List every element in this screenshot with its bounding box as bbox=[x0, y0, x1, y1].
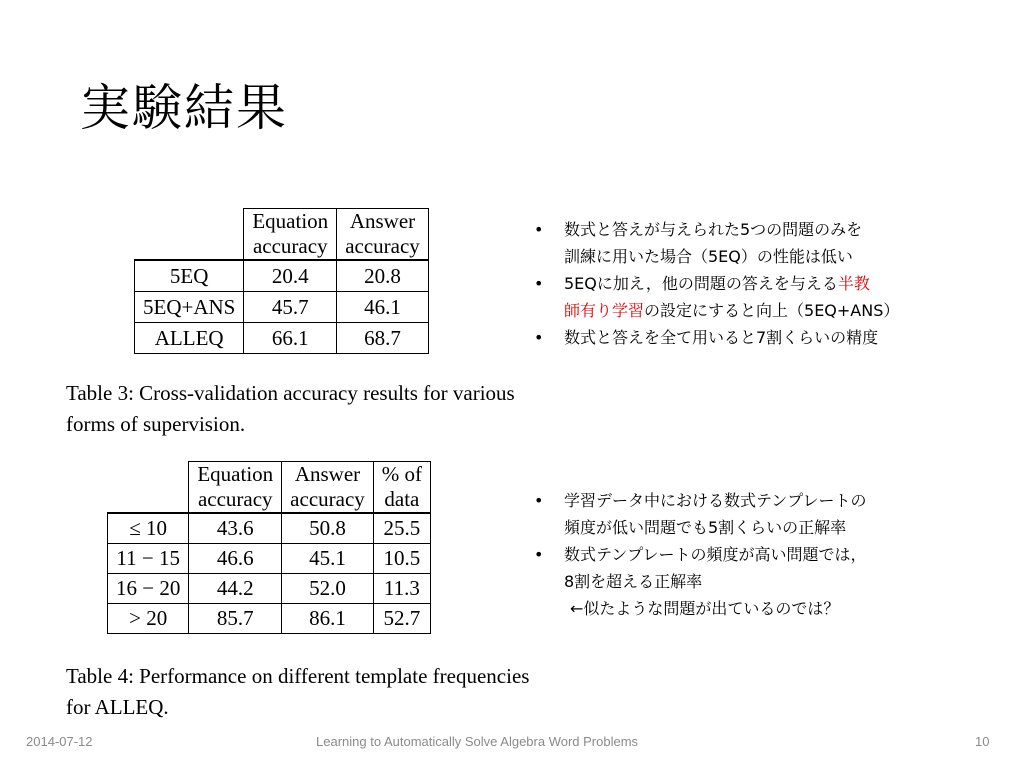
cell-answer: 46.1 bbox=[337, 292, 429, 323]
bullet-list-top bbox=[532, 216, 982, 351]
table-row bbox=[108, 604, 431, 634]
bullet-list-bottom bbox=[532, 487, 982, 622]
table-header-row bbox=[108, 462, 431, 514]
table-4-caption: Table 4: Performance on different template frequencies for ALLEQ. bbox=[66, 664, 530, 719]
table-row bbox=[108, 544, 431, 574]
table-row bbox=[108, 513, 431, 544]
table-header-row bbox=[135, 209, 429, 261]
cell-equation: 44.2 bbox=[189, 574, 282, 604]
table-3 bbox=[134, 208, 429, 354]
cell-equation: 46.6 bbox=[189, 544, 282, 574]
row-label: 11 − 15 bbox=[108, 544, 189, 574]
header-percent-of-data: % of data bbox=[373, 462, 430, 514]
cell-percent: 11.3 bbox=[373, 574, 430, 604]
table-row bbox=[135, 323, 429, 354]
table-row bbox=[108, 574, 431, 604]
header-equation-accuracy: Equation accuracy bbox=[189, 462, 282, 514]
list-item: • 学習データ中における数式テンプレートの 頻度が低い問題でも5割くらいの正解率 bbox=[532, 487, 982, 541]
cell-answer: 68.7 bbox=[337, 323, 429, 354]
row-label: 16 − 20 bbox=[108, 574, 189, 604]
header-equation-accuracy: Equation accuracy bbox=[244, 209, 337, 261]
bullet-marker: • bbox=[534, 545, 544, 564]
table-3-caption: Table 3: Cross-validation accuracy results for various forms of supervision. bbox=[66, 381, 515, 436]
list-item: • 5EQに加え，他の問題の答えを与える半教 師有り学習の設定にすると向上（5EQ+ANS） bbox=[532, 270, 982, 324]
row-label: 5EQ bbox=[135, 260, 244, 292]
cell-answer: 45.1 bbox=[282, 544, 374, 574]
highlight-text: 師有り学習 bbox=[564, 301, 645, 320]
bullet-marker: • bbox=[534, 491, 544, 510]
list-item: • 数式と答えを全て用いると7割くらいの精度 bbox=[532, 324, 982, 351]
list-item: • 数式テンプレートの頻度が高い問題では， 8割を超える正解率 ←似たような問題が出ているのでは？ bbox=[532, 541, 982, 622]
header-answer-accuracy: Answer accuracy bbox=[282, 462, 374, 514]
cell-answer: 20.8 bbox=[337, 260, 429, 292]
page-number: 10 bbox=[975, 734, 990, 749]
row-label: > 20 bbox=[108, 604, 189, 634]
row-label: ≤ 10 bbox=[108, 513, 189, 544]
slide-title: 実験結果 bbox=[80, 79, 288, 137]
table-4 bbox=[107, 461, 431, 634]
cell-equation: 20.4 bbox=[244, 260, 337, 292]
highlight-text: 半教 bbox=[837, 274, 870, 293]
list-item: • 数式と答えが与えられた5つの問題のみを 訓練に用いた場合（5EQ）の性能は低い bbox=[532, 216, 982, 270]
cell-percent: 52.7 bbox=[373, 604, 430, 634]
cell-equation: 66.1 bbox=[244, 323, 337, 354]
footer-date: 2014-07-12 bbox=[26, 734, 93, 749]
cell-answer: 86.1 bbox=[282, 604, 374, 634]
cell-percent: 10.5 bbox=[373, 544, 430, 574]
row-label: ALLEQ bbox=[135, 323, 244, 354]
footer-title: Learning to Automatically Solve Algebra Word Problems bbox=[316, 734, 639, 749]
cell-answer: 50.8 bbox=[282, 513, 374, 544]
table-row bbox=[135, 260, 429, 292]
bullet-marker: • bbox=[534, 220, 544, 239]
table-row bbox=[135, 292, 429, 323]
cell-equation: 85.7 bbox=[189, 604, 282, 634]
header-answer-accuracy: Answer accuracy bbox=[337, 209, 429, 261]
cell-equation: 43.6 bbox=[189, 513, 282, 544]
cell-equation: 45.7 bbox=[244, 292, 337, 323]
row-label: 5EQ+ANS bbox=[135, 292, 244, 323]
bullet-marker: • bbox=[534, 274, 544, 293]
cell-percent: 25.5 bbox=[373, 513, 430, 544]
bullet-marker: • bbox=[534, 328, 544, 347]
cell-answer: 52.0 bbox=[282, 574, 374, 604]
